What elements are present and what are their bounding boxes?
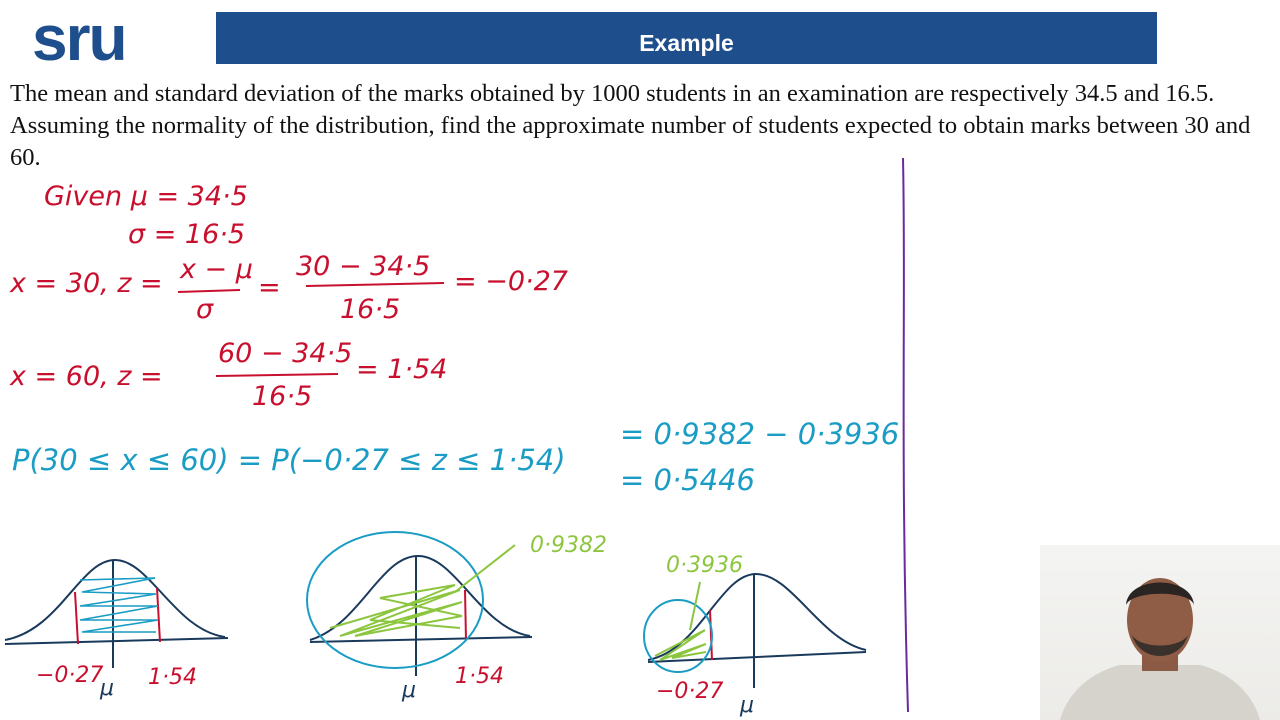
given-sigma: σ = 16·5 (128, 219, 246, 250)
line1-lhs: x = 30, z = (10, 268, 163, 299)
line1-eq: = (258, 272, 281, 303)
presenter-silhouette (1040, 545, 1280, 720)
slide-title: Example (639, 30, 734, 56)
line2-num: 60 − 34·5 (218, 338, 353, 369)
line2-den: 16·5 (252, 381, 313, 412)
mid-area-label: 0·9382 (530, 533, 607, 558)
prob-result: = 0·5446 (620, 463, 755, 497)
prob-line: P(30 ≤ x ≤ 60) = P(−0·27 ≤ z ≤ 1·54) (12, 443, 566, 477)
left-label-neg: −0·27 (36, 663, 104, 688)
logo-text: sru (32, 2, 126, 74)
presenter-video (1040, 545, 1280, 720)
line1-frac-num: x − μ (180, 254, 253, 285)
mid-label-mu: μ (402, 678, 416, 703)
left-label-mu: μ (100, 676, 114, 701)
line1-frac-bar-a (178, 290, 240, 292)
line1-frac-bar-b (306, 283, 444, 286)
problem-statement: The mean and standard deviation of the marks obtained by 1000 students in an examination are respectively 34.5 and 16.5. Assuming the normality of the distribution, find the approximate number of students expected to obtain marks between 30 and 60. (10, 80, 1251, 171)
mid-label-pos: 1·54 (455, 664, 504, 689)
sketch-right-curve (644, 574, 866, 688)
sketch-left-curve (5, 560, 228, 668)
given-mu: Given μ = 34·5 (44, 181, 248, 212)
right-area-label: 0·3936 (666, 553, 743, 578)
line1-den: 16·5 (340, 294, 401, 325)
left-label-pos: 1·54 (148, 665, 197, 690)
right-label-neg: −0·27 (656, 679, 724, 704)
line2-result: = 1·54 (356, 354, 448, 385)
line1-frac-den: σ (196, 294, 214, 325)
sketch-middle-curve (307, 532, 532, 676)
line1-num: 30 − 34·5 (296, 251, 431, 282)
line1-result: = −0·27 (454, 266, 568, 297)
divider-line (903, 158, 908, 712)
line2-lhs: x = 60, z = (10, 361, 163, 392)
prob-diff: = 0·9382 − 0·3936 (620, 417, 900, 451)
right-label-mu: μ (740, 693, 754, 718)
line2-frac-bar (216, 374, 338, 376)
